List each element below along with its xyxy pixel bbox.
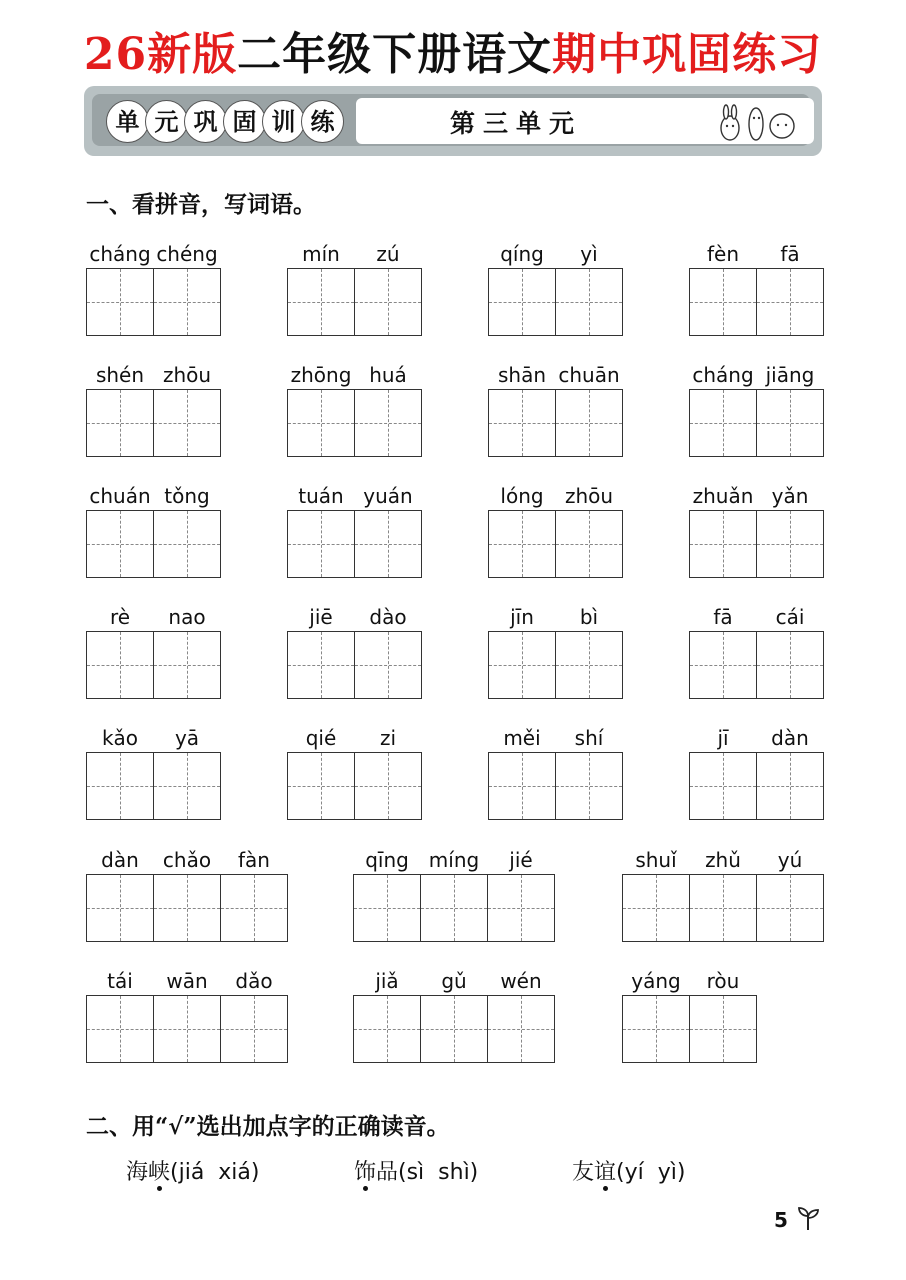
pinyin-label: lóng bbox=[500, 484, 544, 508]
writing-cell[interactable] bbox=[756, 510, 824, 578]
mascot-icon bbox=[714, 100, 804, 142]
pinyin-label: cháng bbox=[692, 363, 754, 387]
writing-cell[interactable] bbox=[86, 752, 154, 820]
writing-cell[interactable] bbox=[354, 510, 422, 578]
pinyin-label: chuān bbox=[558, 363, 620, 387]
word: 饰品 bbox=[354, 1160, 399, 1185]
badge-char: 训 bbox=[262, 100, 305, 143]
writing-cell[interactable] bbox=[555, 268, 623, 336]
pinyin-label: wén bbox=[500, 969, 542, 993]
pinyin-label: yì bbox=[580, 242, 598, 266]
pinyin-label: yú bbox=[777, 848, 803, 872]
pinyin-label: fā bbox=[713, 605, 733, 629]
writing-cell[interactable] bbox=[689, 995, 757, 1063]
unit-title-box bbox=[356, 98, 814, 144]
writing-cell[interactable] bbox=[287, 631, 355, 699]
pinyin-label: chuán bbox=[89, 484, 151, 508]
pinyin-label: zi bbox=[379, 726, 397, 750]
writing-cell[interactable] bbox=[153, 268, 221, 336]
writing-cell[interactable] bbox=[287, 389, 355, 457]
title-part-2: 二年级下册语文 bbox=[237, 29, 553, 80]
pinyin-label: dǎo bbox=[235, 969, 273, 993]
writing-cell[interactable] bbox=[689, 510, 757, 578]
writing-cell[interactable] bbox=[555, 752, 623, 820]
pinyin-label: rè bbox=[109, 605, 131, 629]
pinyin-label: huá bbox=[369, 363, 407, 387]
writing-cell[interactable] bbox=[622, 995, 690, 1063]
writing-cell[interactable] bbox=[622, 874, 690, 942]
pinyin-label: qīng bbox=[365, 848, 409, 872]
pinyin-label: yuán bbox=[363, 484, 413, 508]
badge-char: 固 bbox=[223, 100, 266, 143]
writing-cell[interactable] bbox=[756, 874, 824, 942]
word: 友谊 bbox=[572, 1160, 617, 1185]
writing-cell[interactable] bbox=[420, 874, 488, 942]
writing-cell[interactable] bbox=[354, 268, 422, 336]
pinyin-label: zú bbox=[376, 242, 400, 266]
pinyin-label: wān bbox=[166, 969, 208, 993]
pinyin-label: dào bbox=[369, 605, 407, 629]
unit-banner-inner bbox=[92, 94, 810, 146]
writing-cell[interactable] bbox=[488, 510, 556, 578]
writing-cell[interactable] bbox=[756, 268, 824, 336]
pinyin-label: fàn bbox=[238, 848, 270, 872]
pinyin-label: jiǎ bbox=[375, 969, 399, 993]
pinyin-label: yǎn bbox=[771, 484, 809, 508]
writing-cell[interactable] bbox=[153, 752, 221, 820]
writing-cell[interactable] bbox=[689, 389, 757, 457]
unit-banner bbox=[84, 86, 822, 156]
pinyin-label: cháng bbox=[89, 242, 151, 266]
pinyin-label: shān bbox=[497, 363, 547, 387]
pinyin-label: shuǐ bbox=[635, 848, 677, 872]
writing-cell[interactable] bbox=[354, 631, 422, 699]
emphasis-dot bbox=[363, 1186, 368, 1191]
title-part-1: 26新版 bbox=[83, 29, 238, 80]
writing-cell[interactable] bbox=[487, 995, 555, 1063]
writing-cell[interactable] bbox=[488, 752, 556, 820]
writing-cell[interactable] bbox=[756, 631, 824, 699]
pinyin-options[interactable]: (jiá xiá) bbox=[170, 1160, 260, 1185]
pinyin-label: gǔ bbox=[441, 969, 467, 993]
pinyin-label: kǎo bbox=[101, 726, 139, 750]
pinyin-label: tuán bbox=[298, 484, 344, 508]
badge-char: 单 bbox=[106, 100, 149, 143]
pinyin-label: zhōu bbox=[564, 484, 614, 508]
pinyin-label: qíng bbox=[500, 242, 544, 266]
pinyin-label: nao bbox=[168, 605, 206, 629]
pinyin-label: zhōng bbox=[290, 363, 352, 387]
section-1-heading: 一、看拼音，写词语。 bbox=[86, 191, 316, 218]
badge-char: 元 bbox=[145, 100, 188, 143]
pinyin-label: tái bbox=[107, 969, 133, 993]
writing-cell[interactable] bbox=[756, 389, 824, 457]
writing-cell[interactable] bbox=[153, 995, 221, 1063]
pinyin-label: qié bbox=[305, 726, 337, 750]
writing-cell[interactable] bbox=[689, 631, 757, 699]
pinyin-label: dàn bbox=[101, 848, 139, 872]
emphasis-dot bbox=[157, 1186, 162, 1191]
pinyin-label: cái bbox=[775, 605, 805, 629]
writing-cell[interactable] bbox=[555, 510, 623, 578]
pinyin-label: fā bbox=[780, 242, 800, 266]
pinyin-label: dàn bbox=[771, 726, 809, 750]
pronunciation-item bbox=[572, 1155, 685, 1186]
pinyin-label: mín bbox=[302, 242, 340, 266]
page-title bbox=[0, 18, 906, 82]
writing-cell[interactable] bbox=[153, 631, 221, 699]
section-2-heading: 二、用“√”选出加点字的正确读音。 bbox=[86, 1113, 450, 1140]
unit-title: 第三单元 bbox=[449, 109, 582, 138]
title-part-3: 期中巩固练习 bbox=[552, 29, 823, 80]
writing-cell[interactable] bbox=[153, 389, 221, 457]
writing-cell[interactable] bbox=[220, 995, 288, 1063]
writing-cell[interactable] bbox=[555, 389, 623, 457]
writing-cell[interactable] bbox=[488, 268, 556, 336]
pinyin-label: zhōu bbox=[162, 363, 212, 387]
emphasis-dot bbox=[603, 1186, 608, 1191]
pinyin-label: chéng bbox=[156, 242, 218, 266]
pinyin-label: bì bbox=[579, 605, 599, 629]
pinyin-label: yáng bbox=[631, 969, 681, 993]
writing-cell[interactable] bbox=[689, 752, 757, 820]
pinyin-label: tǒng bbox=[164, 484, 210, 508]
writing-cell[interactable] bbox=[353, 995, 421, 1063]
pinyin-label: ròu bbox=[706, 969, 740, 993]
pinyin-label: jiē bbox=[309, 605, 333, 629]
pinyin-label: měi bbox=[503, 726, 541, 750]
pinyin-options[interactable]: (sì shì) bbox=[398, 1160, 479, 1185]
writing-cell[interactable] bbox=[86, 995, 154, 1063]
pinyin-label: jiāng bbox=[765, 363, 815, 387]
writing-cell[interactable] bbox=[86, 268, 154, 336]
sprout-icon bbox=[794, 1204, 822, 1232]
writing-cell[interactable] bbox=[488, 389, 556, 457]
page-number: 5 bbox=[774, 1208, 788, 1232]
badge-char: 练 bbox=[301, 100, 344, 143]
writing-cell[interactable] bbox=[287, 752, 355, 820]
writing-cell[interactable] bbox=[153, 510, 221, 578]
writing-cell[interactable] bbox=[287, 510, 355, 578]
writing-cell[interactable] bbox=[689, 874, 757, 942]
pinyin-label: jié bbox=[509, 848, 533, 872]
writing-cell[interactable] bbox=[354, 752, 422, 820]
badge-char: 巩 bbox=[184, 100, 227, 143]
writing-cell[interactable] bbox=[487, 874, 555, 942]
writing-cell[interactable] bbox=[287, 268, 355, 336]
pronunciation-item bbox=[126, 1155, 260, 1186]
pinyin-label: jīn bbox=[510, 605, 534, 629]
writing-cell[interactable] bbox=[689, 268, 757, 336]
pinyin-label: fèn bbox=[706, 242, 740, 266]
writing-cell[interactable] bbox=[220, 874, 288, 942]
word: 海峡 bbox=[126, 1160, 171, 1185]
writing-cell[interactable] bbox=[555, 631, 623, 699]
writing-cell[interactable] bbox=[86, 389, 154, 457]
pinyin-label: yā bbox=[174, 726, 200, 750]
pronunciation-item bbox=[354, 1155, 478, 1186]
pinyin-options[interactable]: (yí yì) bbox=[616, 1160, 686, 1185]
writing-cell[interactable] bbox=[756, 752, 824, 820]
pinyin-label: míng bbox=[428, 848, 480, 872]
writing-cell[interactable] bbox=[86, 631, 154, 699]
writing-cell[interactable] bbox=[488, 631, 556, 699]
writing-cell[interactable] bbox=[86, 874, 154, 942]
unit-badge bbox=[106, 100, 340, 144]
pinyin-label: jī bbox=[717, 726, 729, 750]
pinyin-label: shén bbox=[95, 363, 145, 387]
writing-cell[interactable] bbox=[86, 510, 154, 578]
writing-cell[interactable] bbox=[354, 389, 422, 457]
pinyin-label: zhuǎn bbox=[692, 484, 754, 508]
writing-cell[interactable] bbox=[353, 874, 421, 942]
pinyin-label: zhǔ bbox=[705, 848, 741, 872]
pinyin-label: chǎo bbox=[162, 848, 212, 872]
writing-cell[interactable] bbox=[420, 995, 488, 1063]
writing-cell[interactable] bbox=[153, 874, 221, 942]
pinyin-label: shí bbox=[574, 726, 604, 750]
